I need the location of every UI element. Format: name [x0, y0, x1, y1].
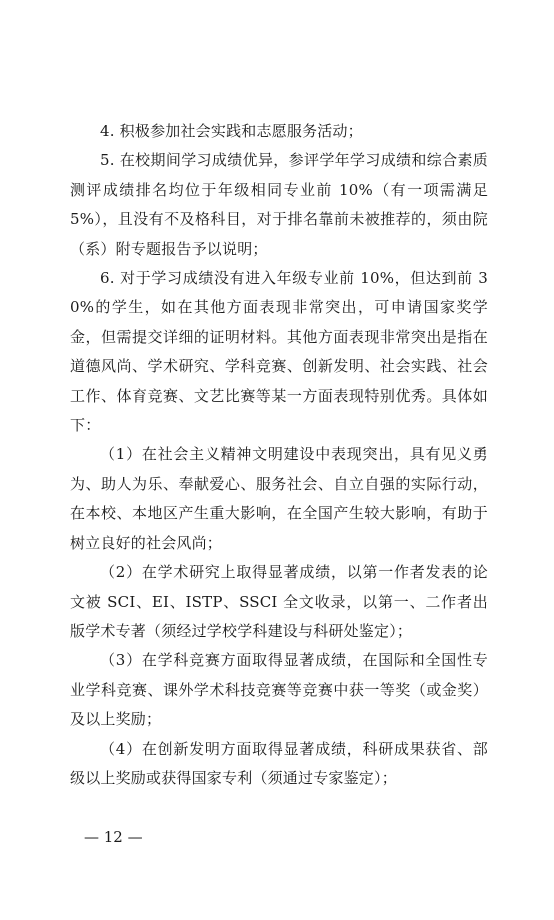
page-number: — 12 — — [84, 828, 143, 846]
paragraph-item-5: 5. 在校期间学习成绩优异，参评学年学习成绩和综合素质测评成绩排名均位于年级相同专业前 10%（有一项需满足 5%），且没有不及格科目，对于排名靠前未被推荐的，须由院（系）附专题报告予以说明； — [70, 151, 488, 258]
document-body — [70, 117, 488, 793]
paragraph-item-6: 6. 对于学习成绩没有进入年级专业前 10%，但达到前 30%的学生，如在其他方面表现非常突出，可申请国家奖学金，但需提交详细的证明材料。其他方面表现非常突出是指在道德风尚、学术研究、学科竞赛、创新发明、社会实践、社会工作、体育竞赛、文艺比赛等某一方面表现特别优秀。具体如下： — [70, 269, 488, 435]
paragraph-subitem-4: （4）在创新发明方面取得显著成绩，科研成果获省、部级以上奖励或获得国家专利（须通过专家鉴定）； — [70, 739, 488, 787]
paragraph-subitem-2: （2）在学术研究上取得显著成绩，以第一作者发表的论文被 SCI、EI、ISTP、SSCI 全文收录，以第一、二作者出版学术专著（须经过学校学科建设与科研处鉴定）； — [70, 563, 488, 640]
paragraph-subitem-1: （1）在社会主义精神文明建设中表现突出，具有见义勇为、助人为乐、奉献爱心、服务社会、自立自强的实际行动，在本校、本地区产生重大影响，在全国产生较大影响，有助于树立良好的社会风尚； — [70, 445, 488, 552]
paragraph-item-4: 4. 积极参加社会实践和志愿服务活动； — [100, 122, 363, 140]
paragraph-subitem-3: （3）在学科竞赛方面取得显著成绩，在国际和全国性专业学科竞赛、课外学术科技竞赛等竞赛中获一等奖（或金奖）及以上奖励； — [70, 651, 488, 729]
